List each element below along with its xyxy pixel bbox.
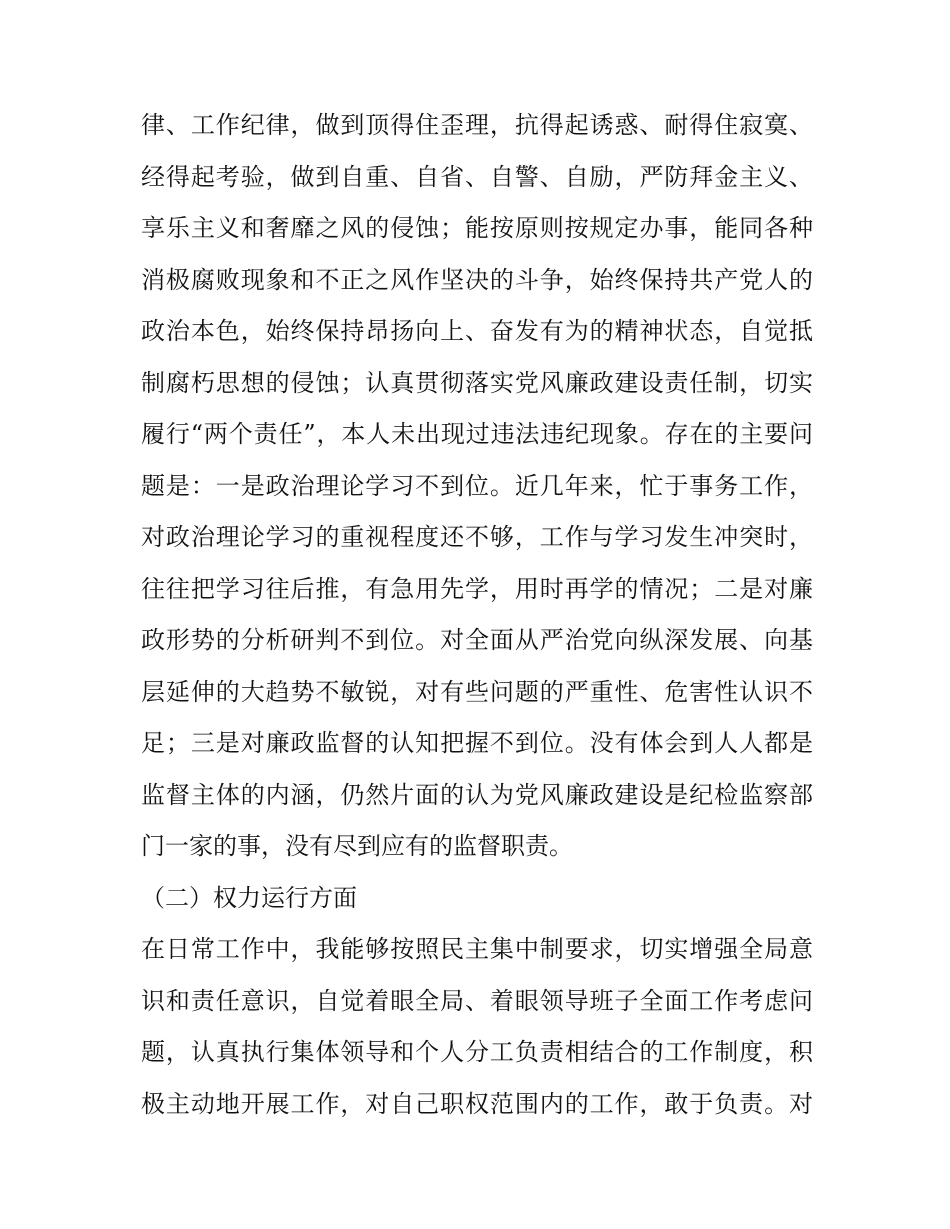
paragraph-integrity <box>141 100 813 873</box>
paragraph-power-operation <box>141 924 813 1130</box>
text-line: 层延伸的大趋势不敏锐，对有些问题的严重性、危害性认识不 <box>141 677 813 706</box>
text-line: 足；三是对廉政监督的认知把握不到位。没有体会到人人都是 <box>141 729 813 757</box>
document-page <box>141 100 813 1130</box>
section-heading: （二）权力运行方面 <box>141 883 357 912</box>
text-line-last: 门一家的事，没有尽到应有的监督职责。 <box>141 832 573 860</box>
text-line: 律、工作纪律，做到顶得住歪理，抗得起诱惑、耐得住寂寞、 <box>141 111 813 139</box>
text-line: 极主动地开展工作，对自己职权范围内的工作，敢于负责。对 <box>141 1089 813 1118</box>
text-line: 政形势的分析研判不到位。对全面从严治党向纵深发展、向基 <box>141 626 813 654</box>
text-line: 经得起考验，做到自重、自省、自警、自励，严防拜金主义、 <box>141 162 813 191</box>
text-line: 履行“两个责任”，本人未出现过违法违纪现象。存在的主要问 <box>141 420 813 448</box>
text-line: 识和责任意识，自觉着眼全局、着眼领导班子全面工作考虑问 <box>141 986 813 1015</box>
text-line: 制腐朽思想的侵蚀；认真贯彻落实党风廉政建设责任制，切实 <box>141 368 813 397</box>
text-line: 题，认真执行集体领导和个人分工负责相结合的工作制度，积 <box>141 1038 813 1066</box>
text-line: 往往把学习往后推，有急用先学，用时再学的情况；二是对廉 <box>141 574 813 603</box>
text-line: 享乐主义和奢靡之风的侵蚀；能按原则按规定办事，能同各种 <box>141 214 813 242</box>
text-line: 在日常工作中，我能够按照民主集中制要求，切实增强全局意 <box>141 935 813 963</box>
text-line: 题是：一是政治理论学习不到位。近几年来，忙于事务工作， <box>141 471 813 500</box>
text-line: 政治本色，始终保持昂扬向上、奋发有为的精神状态，自觉抵 <box>141 317 813 345</box>
text-line: 监督主体的内涵，仍然片面的认为党风廉政建设是纪检监察部 <box>141 780 813 809</box>
text-line: 消极腐败现象和不正之风作坚决的斗争，始终保持共产党人的 <box>141 265 813 294</box>
text-line: 对政治理论学习的重视程度还不够，工作与学习发生冲突时， <box>141 523 813 551</box>
